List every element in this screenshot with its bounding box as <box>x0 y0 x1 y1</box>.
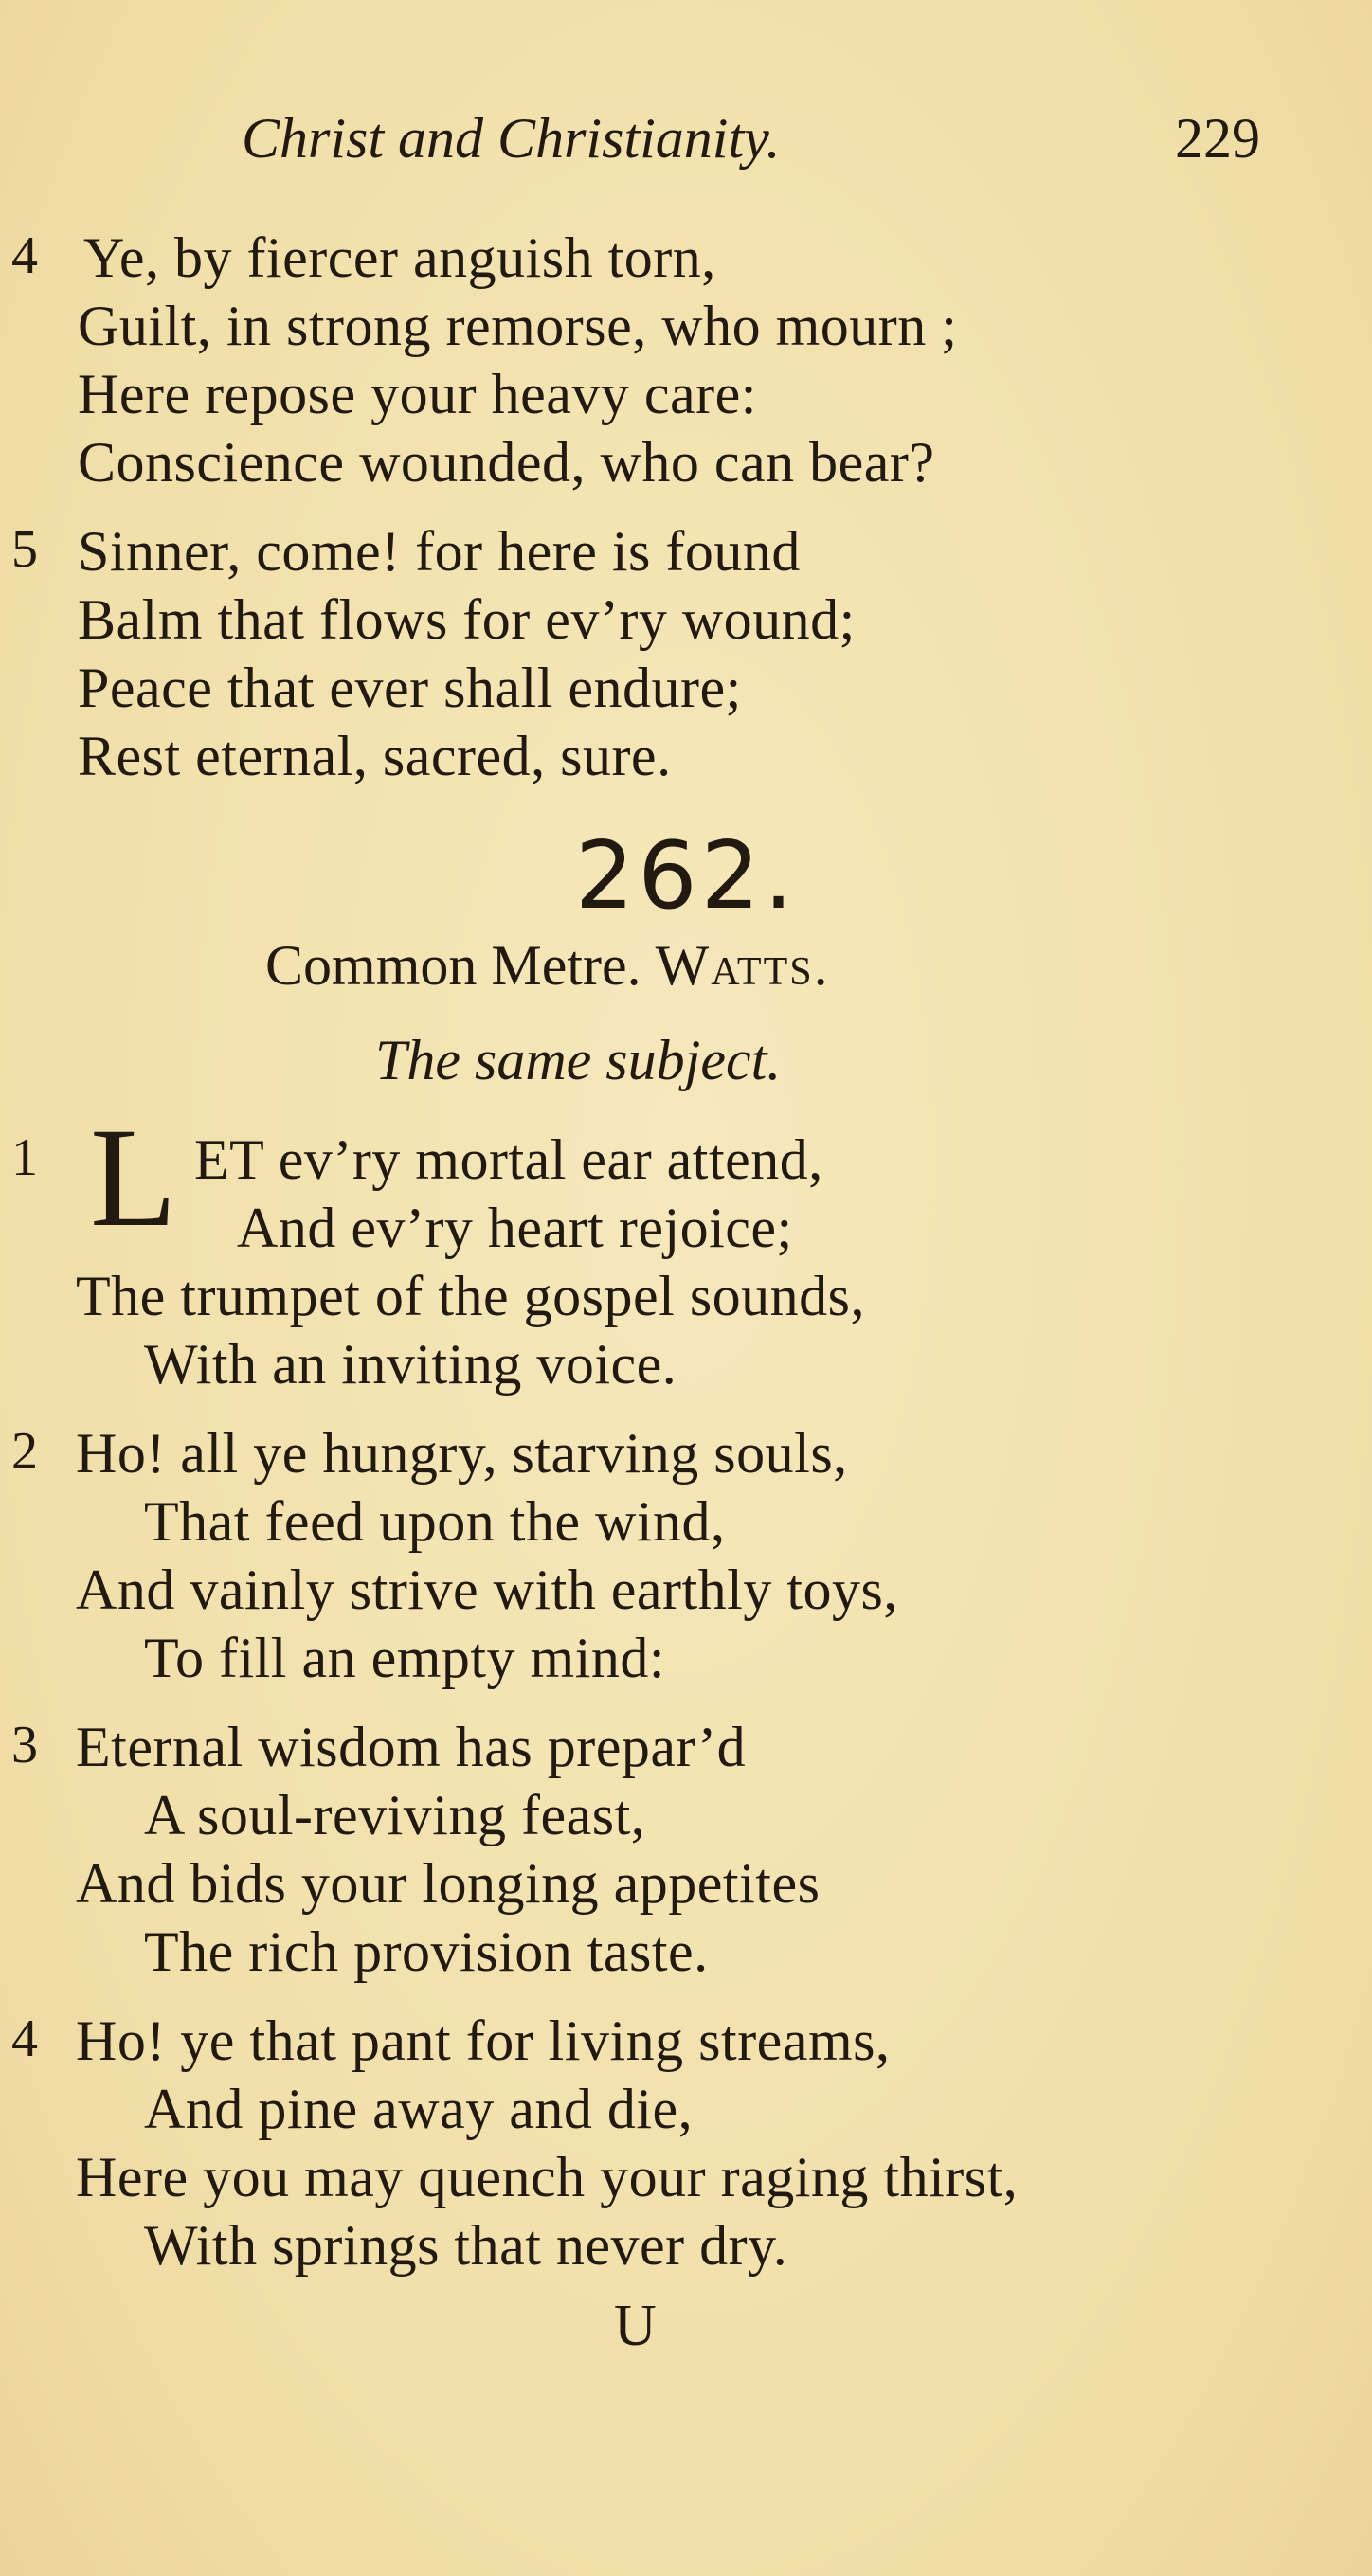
verse-number: 3 <box>11 1716 38 1774</box>
drop-cap: L <box>90 1099 177 1256</box>
verse-line: With an inviting voice. <box>144 1333 677 1396</box>
verse-number: 4 <box>11 226 38 285</box>
signature-mark: U <box>614 2294 657 2358</box>
verse-line: And bids your longing appetites <box>76 1852 821 1915</box>
verse-line: Balm that flows for ev’ry wound; <box>78 588 856 651</box>
verse-line: To fill an empty mind: <box>144 1627 666 1689</box>
verse-line: That feed upon the wind, <box>144 1490 726 1553</box>
verse-line: The trumpet of the gospel sounds, <box>76 1265 866 1327</box>
verse-line: Ho! ye that pant for living streams, <box>76 2009 891 2072</box>
verse-line: Ye, by fiercer anguish torn, <box>83 226 716 289</box>
running-head: Christ and Christianity. <box>242 107 781 170</box>
hymn-meter-line <box>265 933 830 999</box>
verse-line: And vainly strive with earthly toys, <box>76 1558 898 1621</box>
verse-line: The rich provision taste. <box>144 1920 709 1983</box>
verse-line: Here repose your heavy care: <box>78 363 757 425</box>
verse-line: Conscience wounded, who can bear? <box>78 431 935 494</box>
verse-line: With springs that never dry. <box>144 2214 788 2277</box>
page-number: 229 <box>1175 107 1260 170</box>
verse-line: Peace that ever shall endure; <box>78 657 742 719</box>
verse-line: And pine away and die, <box>144 2078 694 2140</box>
verse-line: Here you may quench your raging thirst, <box>76 2146 1019 2208</box>
hymn-author: Watts. <box>655 934 830 997</box>
verse-number: 5 <box>11 520 38 579</box>
verse-line: Eternal wisdom has prepar’d <box>76 1716 747 1778</box>
verse-line: Guilt, in strong remorse, who mourn ; <box>78 295 958 357</box>
hymn-number: 262. <box>574 822 798 930</box>
verse-line: And ev’ry heart rejoice; <box>237 1197 793 1259</box>
verse-number: 4 <box>11 2009 38 2068</box>
verse-line: Ho! all ye hungry, starving souls, <box>76 1422 848 1485</box>
verse-line: A soul-reviving feast, <box>144 1784 646 1846</box>
hymn-subject: The same subject. <box>375 1029 782 1091</box>
hymn-meter: Common Metre. <box>265 934 641 997</box>
verse-line: Sinner, come! for here is found <box>78 520 801 583</box>
verse-line: Rest eternal, sacred, sure. <box>78 725 672 787</box>
verse-number: 2 <box>11 1422 38 1481</box>
verse-line: ET ev’ry mortal ear attend, <box>194 1128 823 1191</box>
verse-number: 1 <box>11 1128 38 1187</box>
